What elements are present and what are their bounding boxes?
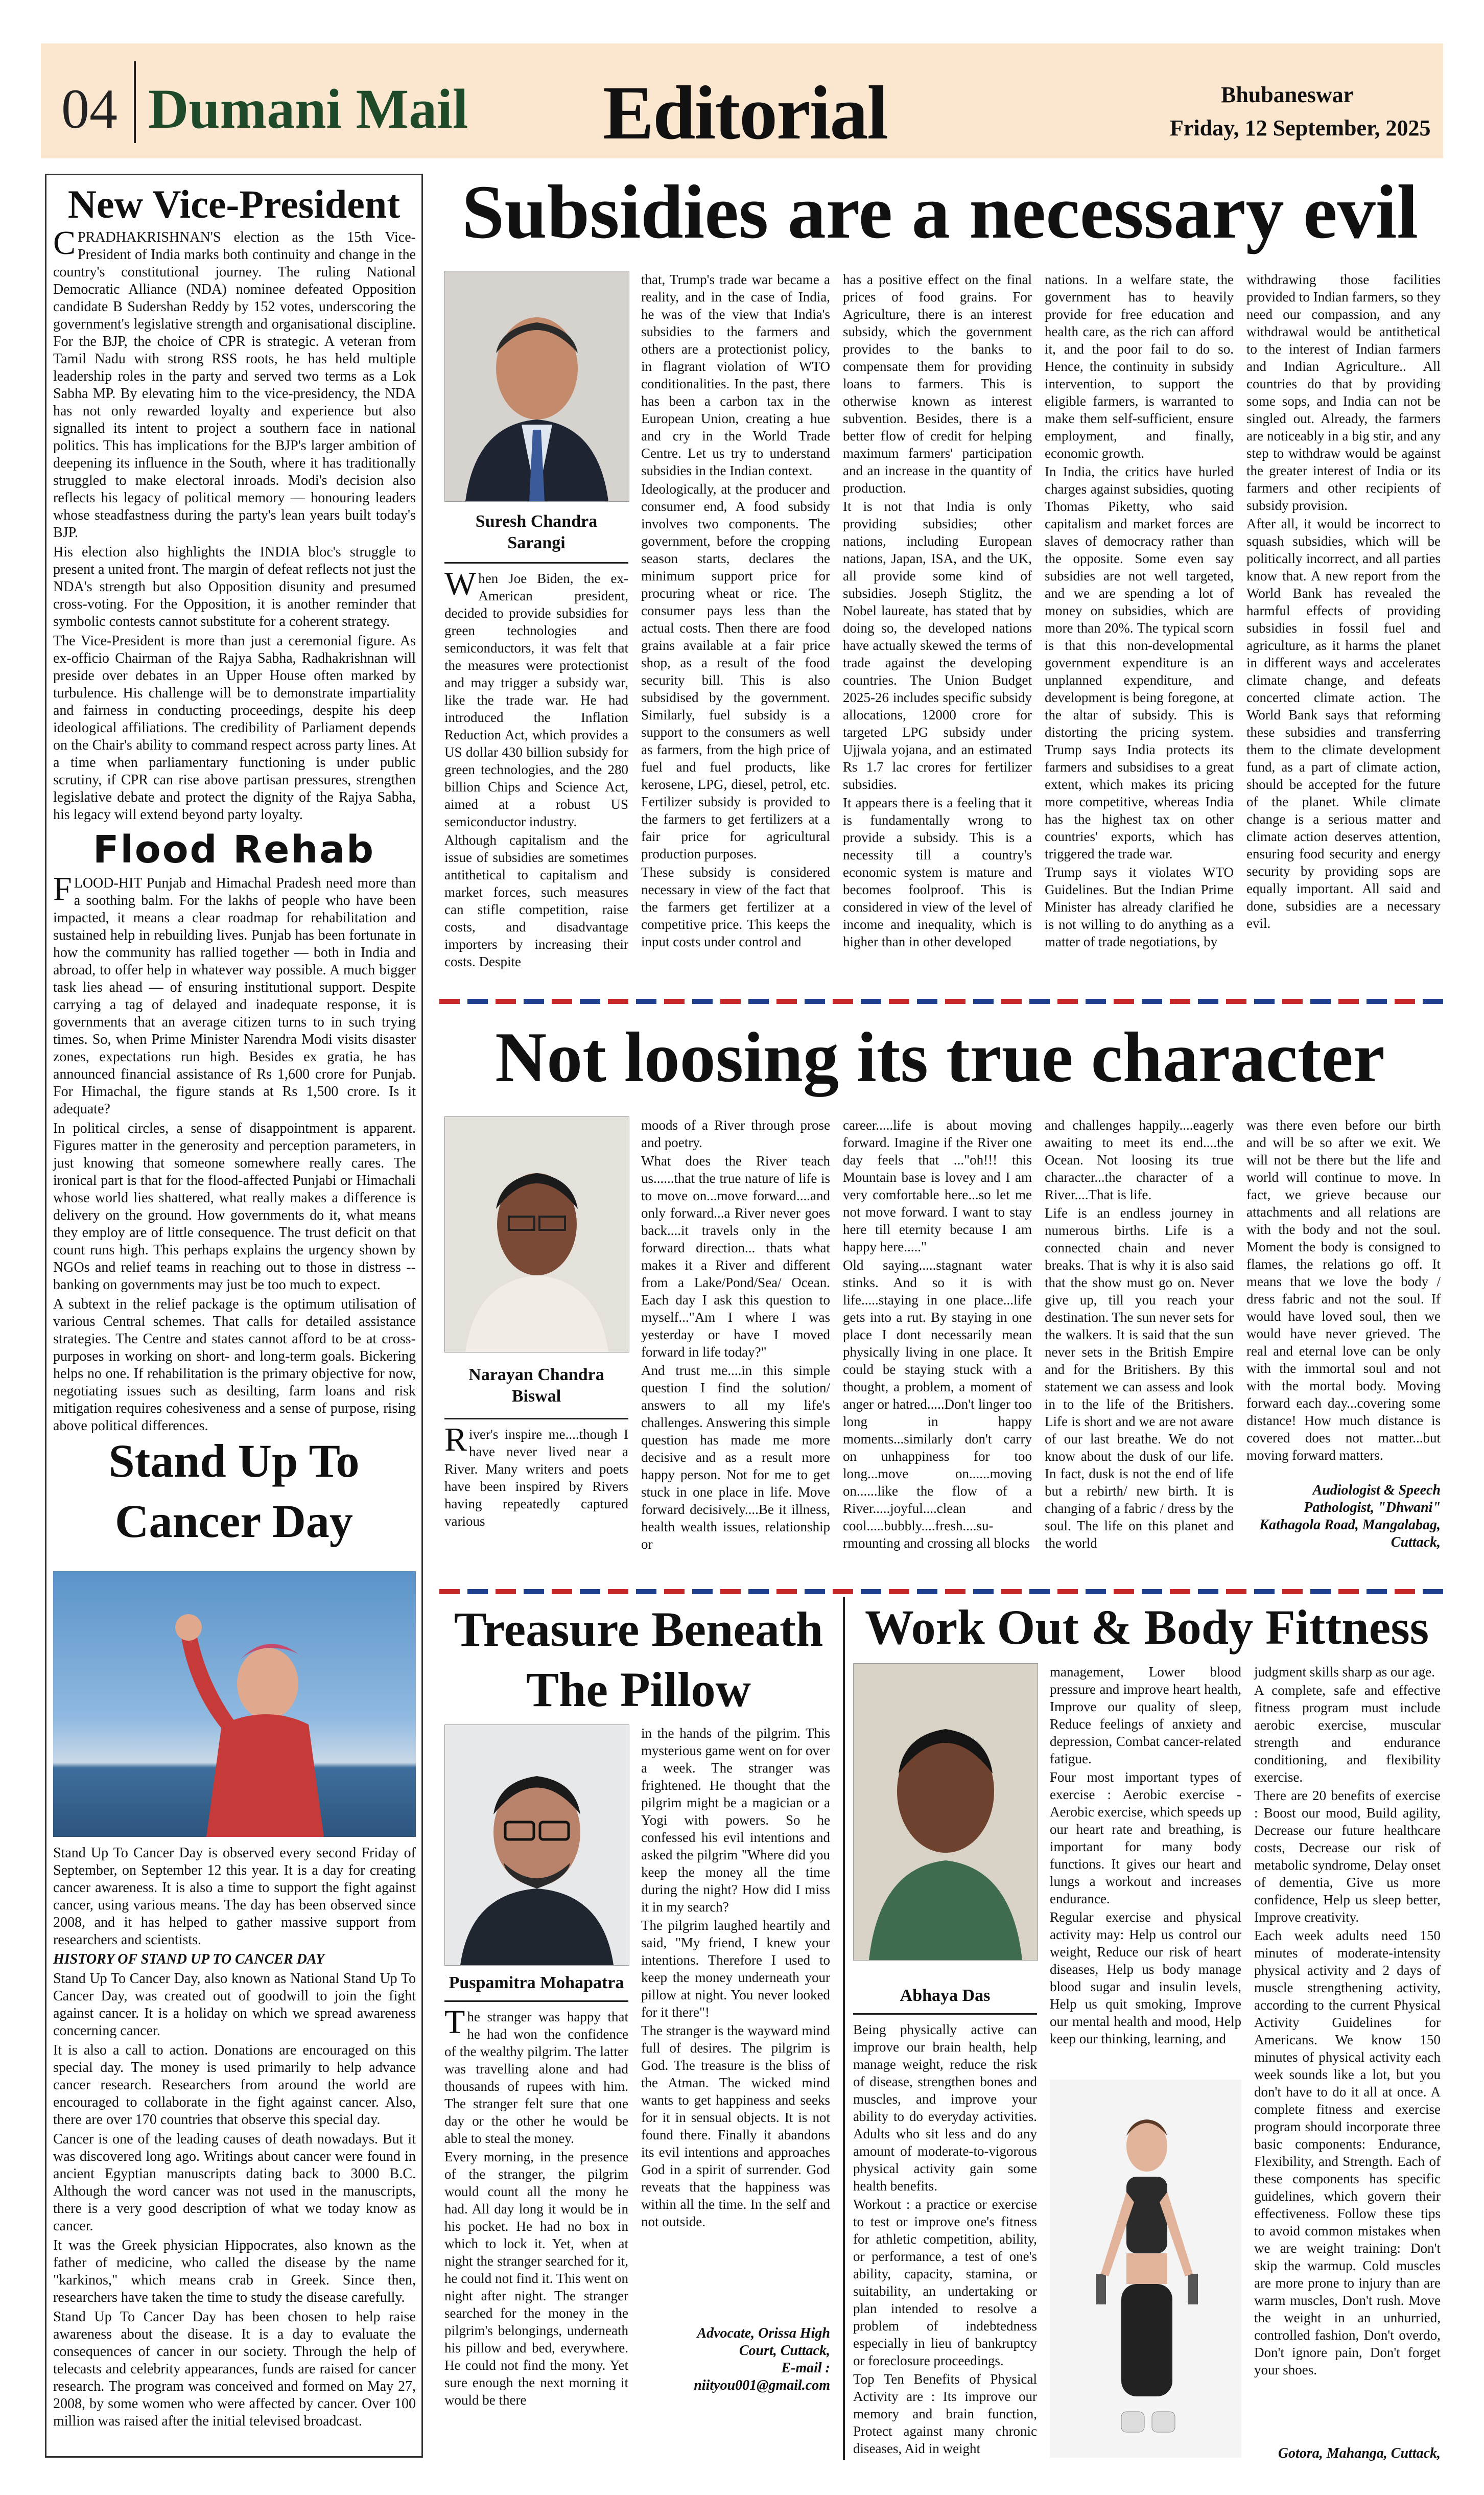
section-divider bbox=[439, 999, 1443, 1004]
subsidies-paragraph: It appears there is a feeling that it is fundamentally wrong to provide a subsidy. This is a necessity till a country's economic system is mature and becomes foolproof. This is considered in view of the level of income and inequality, which is higher than in other developed bbox=[843, 795, 1032, 949]
treasure-author-name: Puspamitra Mohapatra bbox=[449, 1973, 624, 1992]
treasure-credit-line1: Advocate, Orissa High bbox=[697, 2325, 830, 2341]
river-paragraph: Old saying.....stagnant water stinks. And so it is with life.....staying in one place...life gets into a rut. By staying in one place I dont necessarily mean physically living in one place. It could be staying stuck with a thought, a problem, a moment of anger or hatred.....Don't linger too long in happy moments...similarly don't carry on unhappiness for too long...move on......moving on......like the flow of a River.....joyful....clean and cool.....bubbly....fresh....su-rmounting and crossing all blocks bbox=[843, 1257, 1032, 1551]
cancer-article bbox=[53, 1845, 416, 2453]
subsidies-paragraph: These subsidy is considered necessary in view of the fact that the farmers get fertilizer at a competitive price. This keeps the input costs under control and bbox=[641, 865, 830, 949]
cancer-headline bbox=[51, 1431, 417, 1551]
flood-paragraph: FLOOD-HIT Punjab and Himachal Pradesh need more than a soothing balm. For the lakhs of people who have been impacted, it means a clear roadmap for rehabilitation and sustained help in rebuilding lives. Punjab has been fortunate in how the community has rallied together — both in India and abroad, to offer help in whatever way possible. A much bigger task lies ahead — of ensuring institutional support. Despite carrying a tag of delayed and inadequate response, it is governments that an average citizen turns to in such trying times. So, when Prime Minister Narendra Modi visits disaster zones, expectations run high. Besides ex gratia, he has announced financial assistance of Rs 1,600 crore for Punjab. For Himachal, the figure stands at Rs 1,500 crore. Is it adequate? bbox=[53, 870, 416, 1117]
section-divider bbox=[439, 1589, 1443, 1594]
subsidies-paragraph: has a positive effect on the final prices of food grains. For Agriculture, there is an interest subsidy, which the government provides to the banks to compensate them for providing loans to farmers. This is otherwise known as interest subvention. Besides, there is a better flow of credit for helping maximum farmers' participation and an increase in the quantity of production. bbox=[843, 272, 1032, 496]
treasure-author-photo bbox=[444, 1724, 629, 1966]
flood-headline: Flood Rehab bbox=[92, 828, 375, 872]
fitness-paragraph: Four most important types of exercise : Aerobic exercise - Aerobic exercise, which speeds up our heart rate and breathing, is important for many body functions. It gives our heart and lungs a workout and increases endurance. bbox=[1050, 1769, 1241, 1906]
treasure-col-1 bbox=[444, 2003, 628, 2458]
fitness-paragraph: judgment skills sharp as our age. bbox=[1254, 1664, 1435, 1680]
masthead-divider bbox=[134, 61, 136, 143]
author-portrait-illustration bbox=[854, 1664, 1038, 1960]
cancer-subhead: HISTORY OF STAND UP TO CANCER DAY bbox=[53, 1951, 325, 1967]
cancer-paragraph: Stand Up To Cancer Day is observed every second Friday of September, on September 12 this year. It is a day for creating cancer awareness. It is also a time to support the fight against cancer, using various means. The day has been observed since 2008, and it has helped to gather massive support from researchers and scientists. bbox=[53, 1845, 416, 1948]
fitness-headline: Work Out & Body Fittness bbox=[864, 1600, 1429, 1654]
treasure-paragraph: The stranger was happy that he had won the confidence of the wealthy pilgrim. The latter was travelling alone and had thousands of rupees with him. The stranger felt sure that one day or the other he would be able to steal the money. bbox=[444, 2003, 628, 2146]
river-author-name bbox=[444, 1364, 628, 1407]
subsidies-paragraph: nations. In a welfare state, the government has to heavily provide for free education and health care, as the rich can afford it, and the poor fail to do so. Hence, the continuity in subsidy intervention, to support the eligible farmers, is warranted to make them self-sufficient, ensure employment, and finally, economic growth. bbox=[1045, 272, 1234, 461]
river-credit-line4: Cuttack, bbox=[1391, 1534, 1441, 1550]
fitness-paragraph: Each week adults need 150 minutes of moderate-intensity physical activity and 2 days of muscle strengthening activity, according to the current Physical Activity Guidelines for Americans. We know 150 minutes of physical activity each week sounds like a lot, but you don't have to do it all at once. A complete fitness and exercise program should incorporate three basic components: Endurance, Flexibility, and Strength. Each of these components has specific guidelines, which govern their effectiveness. Follow these tips to avoid common mistakes when we are weight training: Don't skip the warmup. Cold muscles are more prone to injury than are warm muscles, Don't rush. Move the weight in an unhurried, controlled fashion, Don't overdo, Don't ignore pain, Don't forget your shoes. bbox=[1254, 1928, 1441, 2377]
river-paragraph: River's inspire me....though I have never lived near a River. Many writers and poets have been inspired by Rivers having repeatedly captured various bbox=[444, 1421, 628, 1529]
fitness-paragraph: management, Lower blood pressure and improve heart health, Improve our quality of sleep, Reduce feelings of anxiety and depression, Combat cancer-related fatigue. bbox=[1050, 1664, 1241, 1766]
column-divider bbox=[843, 1597, 845, 2460]
subsidies-paragraph: It is not that India is only providing subsidies; other nations, including European nations, Japan, ISA, and the UK, all provide some kind of subsidies. Joseph Stiglitz, the Nobel laureate, has stated that by doing so, the developed nations have actually skewed the terms of trade against the developing countries. The Union Budget 2025-26 includes specific subsidy allocations, 12000 crore for targeted LPG subsidy under Ujjwala yojana, and an estimated Rs 1.7 lac crores for fertilizer subsidies. bbox=[843, 499, 1032, 792]
author-portrait-illustration bbox=[445, 1117, 629, 1352]
river-paragraph: And trust me....in this simple question I find the solution/ answers to all my life's challenges. Answering this simple question has made me more decisive and as a result more happy person. Not for me to get stuck in one place in life. Move forward decisively....Be it illness, health wealth issues, relationship or bbox=[641, 1363, 830, 1552]
flood-article bbox=[53, 870, 416, 1434]
fitness-author-photo bbox=[853, 1663, 1038, 1961]
treasure-paragraph: Every morning, in the presence of the stranger, the pilgrim would count all the mony he had. All day long it would be in his pocket. He had no box in which to lock it. Yet, when at night the stranger searched for it, he could not find it. This went on night after night. The stranger searched for the money in the pilgrim's belongings, underneath his pillow and bed, everywhere. He could not find the mony. Yet sure enough the next morning it would be there bbox=[444, 2149, 628, 2408]
subsidies-paragraph: Although capitalism and the issue of subsidies are sometimes antithetical to capitalism and market forces, such measures can stifle competition, raise costs, and disadvantage importers by increasing their costs. Despite bbox=[444, 832, 628, 969]
river-author-photo bbox=[444, 1116, 629, 1353]
woman-raising-fist-illustration bbox=[53, 1571, 416, 1837]
fitness-col-2 bbox=[1050, 1663, 1241, 2072]
fitness-col-3 bbox=[1254, 1663, 1441, 2440]
fitness-paragraph: Regular exercise and physical activity may: Help us control our weight, Reduce our risk of heart diseases, Help us body manage blood sugar and insulin levels, Help us quit smoking, Improve our mental health and mood, Help keep our thinking, learning, and bbox=[1050, 1909, 1241, 2046]
caption-rule bbox=[853, 2013, 1037, 2015]
section-title: Editorial bbox=[603, 71, 888, 155]
treasure-headline-line2: The Pillow bbox=[526, 1662, 751, 1717]
subsidies-author-name: Suresh Chandra Sarangi bbox=[475, 512, 598, 552]
cancer-paragraph: Stand Up To Cancer Day has been chosen to help raise awareness about the disease. It is a day to evaluate the consequences of cancer in our society. Through the help of telecasts and celebrity appearances, funds are raised for cancer research. The program was conceived and formed on May 27, 2008, by some women who were affected by cancer. Over 100 million was raised after the initial televised broadcast. bbox=[53, 2309, 416, 2429]
subsidies-col-2 bbox=[641, 271, 830, 973]
subsidies-author-photo bbox=[444, 271, 629, 502]
river-paragraph: was there even before our birth and will be so after we exit. We will not be there but the life and world will continue to move. In fact, we grieve because our attachments and all relations are with the body and not the soul. Moment the body is consigned to flames, the relations go off. It means that we love the body / dress fabric and not the soul. If would have loved soul, then we would have never grieved. The real and eternal love can be only with the immortal soul and not with the mortal body. Moving forward each day...covering some distance! How much distance is covered does not matter...but moving forward matters. bbox=[1246, 1117, 1441, 1463]
vp-paragraph: CPRADHAKRISHNAN'S election as the 15th Vice-President of India marks both continuity and change in the country's constitutional journey. The ruling National Democratic Alliance (NDA) nominee defeated Opposition candidate B Sudershan Reddy by 152 votes, underscoring the government's legislative strength and organisational discipline. For the BJP, the choice of CPR is strategic. A veteran from Tamil Nadu with strong RSS roots, he has held multiple leadership roles in the party and served two terms as a Lok Sabha MP. By elevating him to the vice-presidency, the NDA has not only rewarded loyalty and experience but also signalled its intent to project a southern face in national politics. This has implications for the BJP's larger ambition of deepening its influence in the South, where it has traditionally struggled to make electoral inroads. Modi's decision also reflects his legacy of political memory — honouring leaders whose steadfastness during the party's lean years built today's BJP. bbox=[53, 224, 416, 541]
subsidies-paragraph: that, Trump's trade war became a reality, and in the case of India, he was of the view that India's subsidies to the farmers and others are a protectionist policy, in flagrant violation of WTO conditionalities. In the past, there has been a carbon tax in the European Union, creating a hue and cry in the World Trade Centre. Let us try to understand subsidies in the Indian context. bbox=[641, 272, 830, 478]
subsidies-col-3 bbox=[843, 271, 1032, 973]
vp-headline: New Vice-President bbox=[67, 182, 401, 226]
river-col-4 bbox=[1045, 1116, 1234, 1579]
treasure-headline bbox=[439, 1599, 838, 1720]
treasure-paragraph: The pilgrim laughed heartily and said, "My friend, I knew your intentions. Therefore I used to keep the money underneath your pillow at night. You never looked for it there"! bbox=[641, 1918, 830, 2020]
fitness-col-1 bbox=[853, 2021, 1037, 2460]
river-paragraph: moods of a River through prose and poetry. bbox=[641, 1117, 830, 1150]
treasure-credit-line4: niityou001@gmail.com bbox=[694, 2377, 830, 2393]
river-headline: Not loosing its true character bbox=[495, 1018, 1385, 1097]
fitness-paragraph: Being physically active can improve our brain health, help manage weight, reduce the risk of disease, strengthen bones and muscles, and improve your ability to do everyday activities. Adults who sit less and do any amount of moderate-to-vigorous physical activity gain some health benefits. bbox=[853, 2022, 1037, 2194]
caption-rule bbox=[444, 1418, 628, 1419]
dateline-city: Bhubaneswar bbox=[1221, 82, 1354, 107]
fitness-paragraph: Workout : a practice or exercise to test or improve one's fitness for athletic competition, ability, or performance, a test of one's ability, capacity, stamina, or suitability, an undertaking or plan intended to resolve a problem of indebtedness especially in lieu of bankruptcy or foreclosure proceedings. bbox=[853, 2197, 1037, 2368]
fitness-woman-photo bbox=[1050, 2080, 1241, 2458]
river-col-1 bbox=[444, 1421, 628, 1579]
fitness-paragraph: There are 20 benefits of exercise : Boost our mood, Build agility, Decrease our future healthcare costs, Decrease our risk of metabolic syndrome, Delay onset of dementia, Give us more confidence, Help us sleep better, Improve creativity. bbox=[1254, 1788, 1441, 1925]
river-author-line2: Biswal bbox=[511, 1387, 561, 1406]
subsidies-col-4 bbox=[1045, 271, 1234, 973]
river-paragraph: career.....life is about moving forward. Imagine if the River one day feels that ..."oh!!! this Mountain base is lovey and I am very comfortable here...so let me not move forward. I want to stay here till eternity because I am happy here....." bbox=[843, 1117, 1032, 1254]
cancer-headline-line2: Cancer Day bbox=[115, 1495, 353, 1547]
river-col-2 bbox=[641, 1116, 830, 1579]
cancer-paragraph: It was the Greek physician Hippocrates, also known as the father of medicine, who called the disease by the name "karkinos," which means crab in Greek. Since then, researchers have taken the time to study the disease carefully. bbox=[53, 2237, 416, 2305]
page-number: 04 bbox=[61, 78, 117, 140]
cancer-paragraph: It is also a call to action. Donations are encouraged on this special day. The money is used primarily to help advance cancer research. Researchers from around the world are encouraged to collaborate in the fight against cancer. Also, there are over 170 countries that observe this special day. bbox=[53, 2042, 416, 2128]
treasure-credit-line2: Court, Cuttack, bbox=[739, 2343, 830, 2359]
cancer-paragraph: Stand Up To Cancer Day, also known as National Stand Up To Cancer Day, was created out of goodwill to join the fight against cancer. It is a holiday on which we spread awareness concerning cancer. bbox=[53, 1971, 416, 2039]
river-credit-line1: Audiologist & Speech bbox=[1312, 1482, 1441, 1498]
vp-article bbox=[53, 224, 416, 829]
dateline-date: Friday, 12 September, 2025 bbox=[1170, 115, 1431, 141]
river-credit-line3: Kathagola Road, Mangalabag, bbox=[1259, 1517, 1441, 1533]
cancer-photo bbox=[53, 1571, 416, 1837]
subsidies-headline: Subsidies are a necessary evil bbox=[461, 170, 1419, 254]
fitness-paragraph: Top Ten Benefits of Physical Activity are : Its improve our memory and brain function, Protect against many chronic diseases, Aid in weight bbox=[853, 2371, 1037, 2456]
treasure-author-credit bbox=[641, 2325, 830, 2394]
subsidies-col-5 bbox=[1246, 271, 1441, 973]
caption-rule bbox=[444, 562, 628, 564]
subsidies-paragraph: Trump says it violates WTO Guidelines. But the Indian Prime Minister has already clarified he is not willing to do anything as a matter of trade negotiations, by bbox=[1045, 865, 1234, 949]
fitness-paragraph: A complete, safe and effective fitness program must include aerobic exercise, muscular strength and endurance conditioning, and flexibility exercise. bbox=[1254, 1683, 1441, 1785]
subsidies-col-1 bbox=[444, 565, 628, 973]
author-portrait-illustration bbox=[445, 271, 629, 501]
subsidies-paragraph: Ideologically, at the producer and consumer end, A food subsidy involves two components. The government, before the cropping season starts, declares the minimum support price for procuring wheat or rice. The consumer pays less than the actual costs. Then there are food grains available at a fair price shop, as a result of the food security bill. This is also subsidised by the government. Similarly, fuel subsidy is a support to the consumers as well as farmers, from the high price of fuel and fuel products, like kerosene, LPG, diesel, petrol, etc. Fertilizer subsidy is provided to the farmers to get fertilizers at a fair price for agricultural production purposes. bbox=[641, 481, 830, 861]
caption-rule bbox=[444, 2000, 628, 2002]
river-col-3 bbox=[843, 1116, 1032, 1579]
river-paragraph: What does the River teach us......that the true nature of life is to move on...move forward....and only forward...a River never goes back....it travels only in the forward direction... thats what makes it a River and different from a Lake/Pond/Sea/ Ocean. Each day I ask this question to myself..."Am I where I was yesterday or have I moved forward in life today?" bbox=[641, 1153, 830, 1360]
river-paragraph: and challenges happily....eagerly awaiting to meet its end....the Ocean. Not loosing its true character...the character of a River....That is life. bbox=[1045, 1117, 1234, 1202]
treasure-headline-line1: Treasure Beneath bbox=[454, 1602, 823, 1657]
river-col-5 bbox=[1246, 1116, 1441, 1482]
river-paragraph: Life is an endless journey in numerous births. Life is a connected chain and never breaks. That is why it is also said that the show must go on. Never give up, till you reach your destination. The sun never sets for the walkers. It is said that the sun never sets in the British Empire and for the Britishers. By this statement we can assess and look in to the life of the Britishers. Life is short and we are not aware of our last breathe. We do not know about the dusk of our life. In fact, dusk is not the end of life but a rebirth/ new birth. It is changing of a fabric / dress by the soul. The life on this planet and the world bbox=[1045, 1205, 1234, 1551]
vp-paragraph: His election also highlights the INDIA bloc's struggle to present a united front. The margin of defeat reflects not just the NDA's strength but also Opposition disunity and presumed cross-voting. For the Opposition, it is another reminder that symbolic contests cannot substitute for a coherent strategy. bbox=[53, 544, 416, 629]
treasure-paragraph: The stranger is the wayward mind full of desires. The pilgrim is God. The treasure is the bliss of the Atman. The wicked mind wants to get happiness and seeks for it in sensual objects. It is not found there. Finally it abandons its evil intentions and approaches God in a spirit of surrender. God reveats that the happiness was within all the time. In the self and not outside. bbox=[641, 2023, 830, 2229]
cancer-headline-line1: Stand Up To bbox=[108, 1435, 360, 1487]
fitness-author-name: Abhaya Das bbox=[900, 1986, 991, 2005]
treasure-paragraph: in the hands of the pilgrim. This mysterious game went on for over a week. The stranger was frightened. He thought that the pilgrim might be a magician or a Yogi with powers. So he confessed his evil intentions and asked the pilgrim "Where did you keep the money all the time during the night? How did I miss it in my search? bbox=[641, 1725, 830, 1915]
flood-paragraph: In political circles, a sense of disappointment is apparent. Figures matter in the generosity and perception parameters, in just knowing that someone somewhere really cares. The ironical part is that for the flood-affected Punjabi or Himachali whose world lies shattered, what really makes a difference is delivery on the ground. How governments do it, what means they employ are of little consequence. The trust deficit on that count runs high. This perhaps explains the urgency shown by NGOs and relief teams in reaching out to those in distress -- banking on governments may just be too much to expect. bbox=[53, 1121, 416, 1293]
paper-name: Dumani Mail bbox=[148, 78, 468, 140]
author-portrait-illustration bbox=[445, 1725, 629, 1965]
vp-paragraph: The Vice-President is more than just a ceremonial figure. As ex-officio Chairman of the Rajya Sabha, Radhakrishnan will preside over debates in an Upper House often marked by turbulence. His challenge will be to demonstrate impartiality and fairness in conducting proceedings, despite his deep ideological affiliations. The credibility of Parliament depends on the Chair's ability to command respect across party lines. At a time when parliamentary functioning is under public scrutiny, if CPR can rise above partisan pressures, strengthen legislative debate and protect the dignity of the Rajya Sabha, his legacy will extend beyond party loyalty. bbox=[53, 633, 416, 823]
river-author-line1: Narayan Chandra bbox=[468, 1365, 604, 1384]
flood-paragraph: A subtext in the relief package is the optimum utilisation of various Central schemes. That calls for detailed assistance strategies. The Centre and states cannot afford to be at cross-purposes in working on short- and long-term goals. Bickering helps no one. If rehabilitation is the primary objective for now, negotiating issues such as desilting, farm loans and risk mitigation requires cohesiveness and a sense of purpose, rising above political differences. bbox=[53, 1296, 416, 1434]
subsidies-paragraph: withdrawing those facilities provided to Indian farmers, so they need our compassion, and any withdrawal would be antithetical to the interest of Indian farmers and Indian Agriculture.. All countries do that by providing some sops, and India can not be singled out. Already, the farmers are noticeably in a big stir, and any step to withdraw would be against the greater interest of India or its farmers and other recipients of subsidy provision. bbox=[1246, 272, 1441, 513]
river-credit-line2: Pathologist, "Dhwani" bbox=[1304, 1500, 1441, 1515]
river-author-credit bbox=[1246, 1482, 1441, 1551]
treasure-col-2 bbox=[641, 1724, 830, 2317]
treasure-credit-line3: E-mail : bbox=[781, 2360, 830, 2376]
woman-lifting-dumbbells-illustration bbox=[1050, 2080, 1241, 2458]
subsidies-paragraph: In India, the critics have hurled charges against subsidies, quoting Thomas Piketty, who said capitalism and market forces are slaves of democracy rather than the opposite. Some even say subsidies are not well targeted, and we are spending a lot of money on subsidies, which are more than 20%. The typical scorn is that this non-developmental government expenditure is an unplanned expenditure, and development is being foregone, at the altar of subsidy. This is distorting the pricing system. Trump says India protects its farmers and subsidises to a great extent, which makes its pricing more competitive, whereas India has the highest tax on other countries' exports, which has triggered the trade war. bbox=[1045, 464, 1234, 861]
subsidies-paragraph: When Joe Biden, the ex-American president, decided to provide subsidies for green technologies and semiconductors, it was felt that the measures were protectionist and may trigger a subsidy war, like the trade war. He had introduced the Inflation Reduction Act, which provides a US dollar 430 billion subsidy for green technologies, and the 280 billion Chips and Science Act, aimed at a robust US semiconductor industry. bbox=[444, 565, 628, 829]
fitness-author-credit: Gotora, Mahanga, Cuttack, bbox=[1278, 2445, 1441, 2461]
subsidies-paragraph: After all, it would be incorrect to squash subsidies, which will be politically incorrect, and all parties know that. A new report from the World Bank has revealed the harmful effects of providing subsidies in fossil fuel and agriculture, as it harms the planet in different ways and accelerates climate change, and defeats concerted climate action. The World Bank says that reforming these subsidies and transferring them to the climate development fund, as a part of climate action, should be accepted for the future of the planet. While climate change is a serious matter and climate action deserves attention, ensuring food security and energy security by providing sops are equally important. All said and done, subsidies are a necessary evil. bbox=[1246, 516, 1441, 931]
cancer-paragraph: Cancer is one of the leading causes of death nowadays. But it was discovered long ago. Writings about cancer were found in ancient Egyptian manuscripts dating back to 3000 B.C. Although the word cancer was not used in the manuscripts, there is a very good description of what we today know as cancer. bbox=[53, 2131, 416, 2234]
